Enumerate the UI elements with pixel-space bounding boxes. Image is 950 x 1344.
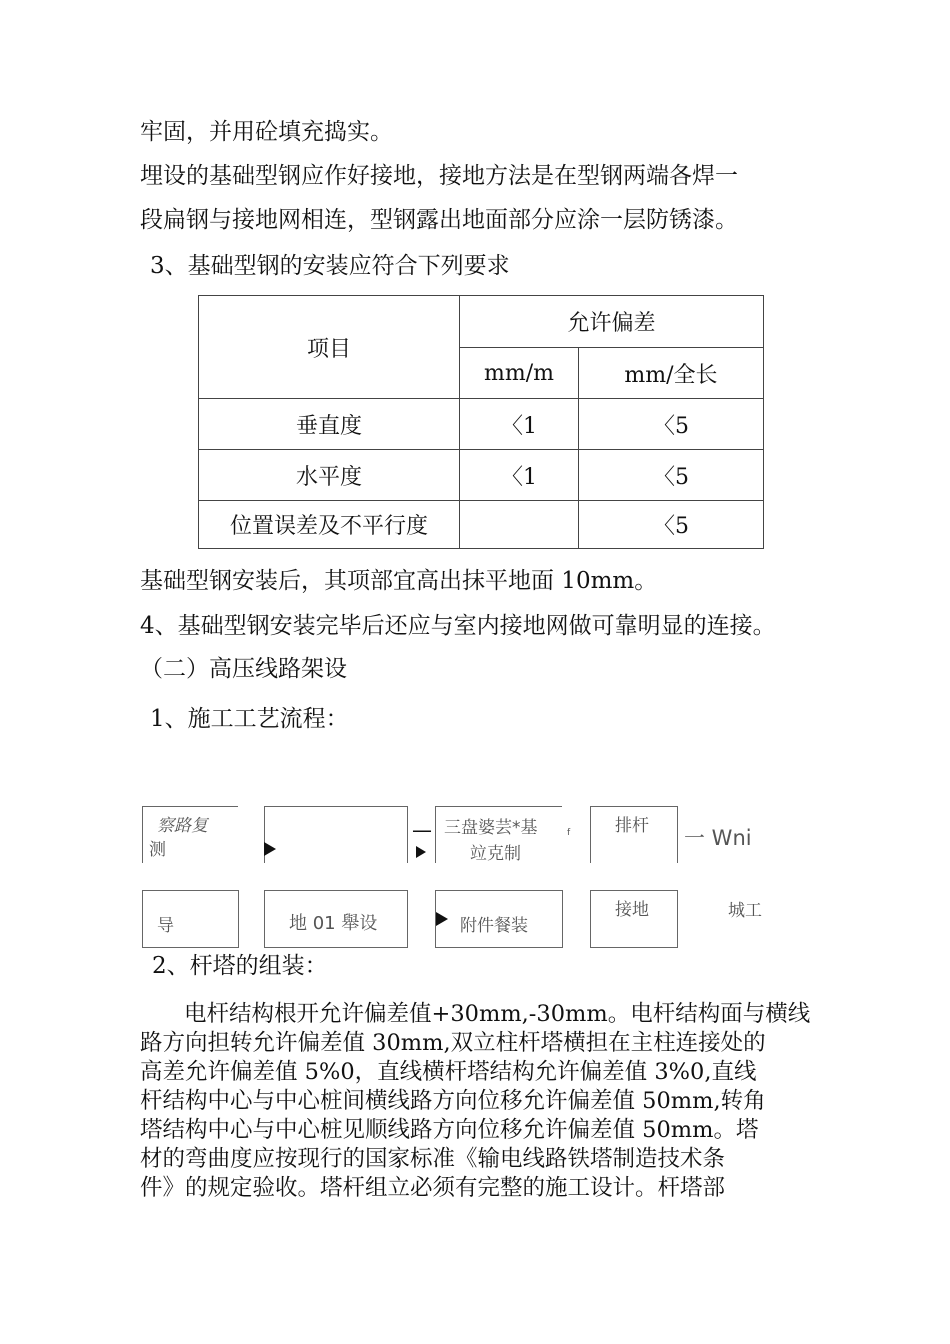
text-line-2: 埋设的基础型钢应作好接地，接地方法是在型钢两端各焊一 <box>140 163 738 189</box>
flow-box-foundation <box>435 806 562 863</box>
tolerance-table <box>198 295 764 549</box>
flow-text-completion: 城工 <box>728 901 762 921</box>
flow-box-survey <box>142 806 238 863</box>
para-line: 件》的规定验收。塔杆组立必须有完整的施工设计。杆塔部 <box>140 1175 726 1201</box>
flow-box-foundation-label-2: 竝克制 <box>470 844 521 864</box>
text-line-3: 段扁钢与接地网相连，型钢露出地面部分应涂一层防锈漆。 <box>140 207 738 233</box>
row-value-1 <box>460 501 579 549</box>
para-line: 材的弯曲度应按现行的国家标准《输电线路铁塔制造技术条 <box>140 1146 726 1172</box>
flow-box-empty <box>264 806 408 863</box>
text-line-8: 1、施工工艺流程： <box>150 706 349 732</box>
para-line: 路方向担转允许偏差值 30mm,双立柱杆塔横担在主柱连接处的 <box>140 1030 766 1056</box>
flow-box-guide <box>142 890 239 948</box>
flow-text-wni: 一 Wni <box>684 826 752 850</box>
header-mm-total: mm/全长 <box>579 348 764 399</box>
row-value-1: 〈1 <box>460 399 579 450</box>
header-item: 项目 <box>199 296 460 399</box>
arrow-icon <box>436 912 448 926</box>
row-value-1: 〈1 <box>460 450 579 501</box>
text-line-6: 4、基础型钢安装完毕后还应与室内接地网做可靠明显的连接。 <box>140 613 776 639</box>
para-line: 塔结构中心与中心桩见顺线路方向位移允许偏差值 50mm。塔 <box>140 1117 759 1143</box>
arrow-icon <box>416 846 426 858</box>
flow-box-foundation-label: 三盘婆芸*基 <box>444 818 538 838</box>
header-mm-per-m: mm/m <box>460 348 579 399</box>
flow-box-survey-label: 察路复 <box>157 816 208 836</box>
row-value-2: 〈5 <box>579 450 764 501</box>
flow-dash: — <box>412 818 432 842</box>
text-line-9: 2、杆塔的组装： <box>152 953 328 979</box>
flow-box-pole <box>590 806 678 863</box>
flow-box-grounding-label: 接地 <box>615 900 649 920</box>
flow-box-guide-label: 导 <box>157 916 174 936</box>
header-allowance: 允许偏差 <box>460 296 764 348</box>
flow-box-laying-label: 地 01 舉设 <box>289 913 378 934</box>
row-value-2: 〈5 <box>579 501 764 549</box>
flow-box-survey-label-2: 测 <box>149 840 166 860</box>
body-paragraph <box>140 1000 830 1203</box>
flow-box-pole-label: 排杆 <box>615 816 649 836</box>
row-value-2: 〈5 <box>579 399 764 450</box>
para-line: 高差允许偏差值 5%0，直线横杆塔结构允许偏差值 3%0,直线 <box>140 1059 757 1085</box>
flow-mark: f <box>567 828 571 838</box>
flow-box-fittings <box>435 890 563 948</box>
para-line: 杆结构中心与中心桩间横线路方向位移允许偏差值 50mm,转角 <box>140 1088 766 1114</box>
flow-box-fittings-label: 附件餐装 <box>460 916 528 936</box>
row-name: 位置误差及不平行度 <box>199 501 460 549</box>
row-name: 水平度 <box>199 450 460 501</box>
row-name: 垂直度 <box>199 399 460 450</box>
flow-box-grounding <box>590 890 678 948</box>
arrow-icon <box>264 842 276 856</box>
text-line-4: 3、基础型钢的安装应符合下列要求 <box>150 253 510 279</box>
para-line: 电杆结构根开允许偏差值+30mm,-30mm。电杆结构面与横线 <box>184 1001 811 1027</box>
text-line-1: 牢固，并用砼填充捣实。 <box>140 119 393 145</box>
flow-box-laying <box>264 890 408 948</box>
text-line-7: （二）高压线路架设 <box>140 656 347 682</box>
text-line-5: 基础型钢安装后，其项部宜高出抹平地面 10mm。 <box>140 568 658 594</box>
